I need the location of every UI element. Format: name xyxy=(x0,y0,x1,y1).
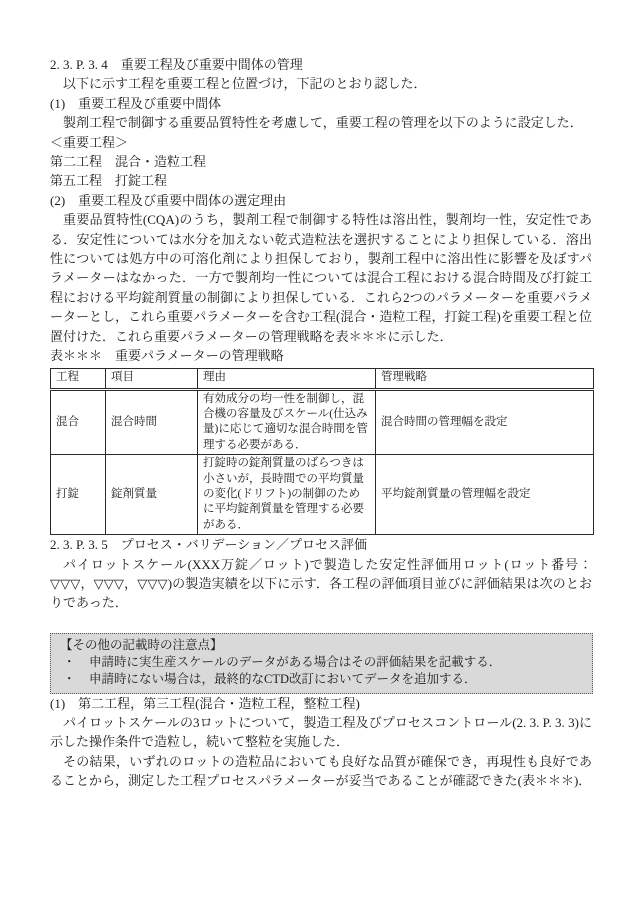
section-341-intro: 以下に示す工程を重要工程と位置づけ，下記のとおり認した． xyxy=(63,76,427,92)
cell-reason: 打錠時の錠剤質量のばらつきは小さいが，長時間での平均質量の変化(ドリフト)の制御のために平均錠剤質量を管理する必要がある． xyxy=(198,455,376,535)
column-header-item: 項目 xyxy=(106,368,198,389)
cell-item: 錠剤質量 xyxy=(106,455,198,535)
critical-process-heading: ＜重要工程＞ xyxy=(50,134,129,150)
subsection-345-1-para1: パイロットスケールの3ロットについて，製造工程及びプロセスコントロール(2. 3. P. 3. 3)に示した操作条件で造粒し，続いて整粒を実施した． xyxy=(50,714,592,750)
subsection-1-body: 製剤工程で制御する重要品質特性を考慮して，重要工程の管理を以下のように設定した． xyxy=(63,115,583,131)
cell-strategy: 平均錠剤質量の管理幅を設定 xyxy=(376,455,594,535)
section-345-heading: 2. 3. P. 3. 5 プロセス・バリデーション／プロセス評価 xyxy=(50,537,368,553)
bullet-marker: ・ xyxy=(63,671,76,686)
column-header-reason: 理由 xyxy=(198,368,376,389)
cell-item: 混合時間 xyxy=(106,389,198,455)
column-header-process: 工程 xyxy=(51,368,106,389)
section-345-body: パイロットスケール(XXX万錠／ロット)で製造した安定性評価用ロット(ロット番号：▽▽▽，▽▽▽，▽▽▽)の製造実績を以下に示す．各工程の評価項目並びに評価結果は次のとおりであった． xyxy=(50,556,592,611)
notes-box-title: 【その他の記載時の注意点】 xyxy=(60,637,223,652)
table-header-row xyxy=(51,368,594,389)
cell-process: 打錠 xyxy=(51,455,106,535)
management-strategy-table xyxy=(50,368,594,536)
subsection-2-heading: (2) 重要工程及び重要中間体の選定理由 xyxy=(50,192,287,208)
column-header-strategy: 管理戦略 xyxy=(376,368,594,389)
bullet-marker: ・ xyxy=(63,654,76,669)
critical-process-item: 第五工程 打錠工程 xyxy=(50,173,168,189)
subsection-345-1-heading: (1) 第二工程，第三工程(混合・造粒工程，整粒工程) xyxy=(50,695,360,711)
critical-process-item: 第二工程 混合・造粒工程 xyxy=(50,154,207,170)
cell-reason: 有効成分の均一性を制御し，混合機の容量及びスケール(仕込み量)に応じて適切な混合時間を管理する必要がある． xyxy=(198,389,376,455)
notes-box-bullet-row xyxy=(60,654,583,671)
table-row xyxy=(51,389,594,455)
cell-strategy: 混合時間の管理幅を設定 xyxy=(376,389,594,455)
subsection-345-1-para2: その結果，いずれのロットの造粒品においても良好な品質が確保でき，再現性も良好であることから，測定した工程プロセスパラメーターが妥当であることが確認できた(表＊＊＊)． xyxy=(50,753,592,789)
subsection-2-body: 重要品質特性(CQA)のうち，製剤工程で制御する特性は溶出性，製剤均一性，安定性である．安定性については水分を加えない乾式造粒法を選択することにより担保している．溶出性については処方中の可溶化剤により担保しており，製剤工程中に溶出性に影響を及ぼすパラメーターはなかった．一方で製剤均一性については混合工程における混合時間及び打錠工程における平均錠剤質量の制御により担保している．これら2つのパラメーターを重要パラメーターとし，これら重要パラメーターを含む工程(混合・造粒工程，打錠工程)を重要工程と位置付けた．これら重要パラメーターの管理戦略を表＊＊＊に示した． xyxy=(50,212,592,344)
notes-box-bullet-text: 申請時に実生産スケールのデータがある場合はその評価結果を記載する． xyxy=(89,654,502,669)
notes-box-bullet-row xyxy=(60,671,583,688)
table-row xyxy=(51,455,594,535)
notes-box xyxy=(50,633,593,694)
notes-box-bullet-text: 申請時にない場合は，最終的なCTD改訂においてデータを追加する． xyxy=(89,671,477,686)
cell-process: 混合 xyxy=(51,389,106,455)
subsection-1-heading: (1) 重要工程及び重要中間体 xyxy=(50,95,222,111)
section-341-heading: 2. 3. P. 3. 4 重要工程及び重要中間体の管理 xyxy=(50,57,303,72)
table-caption: 表＊＊＊ 重要パラメーターの管理戦略 xyxy=(50,348,284,364)
